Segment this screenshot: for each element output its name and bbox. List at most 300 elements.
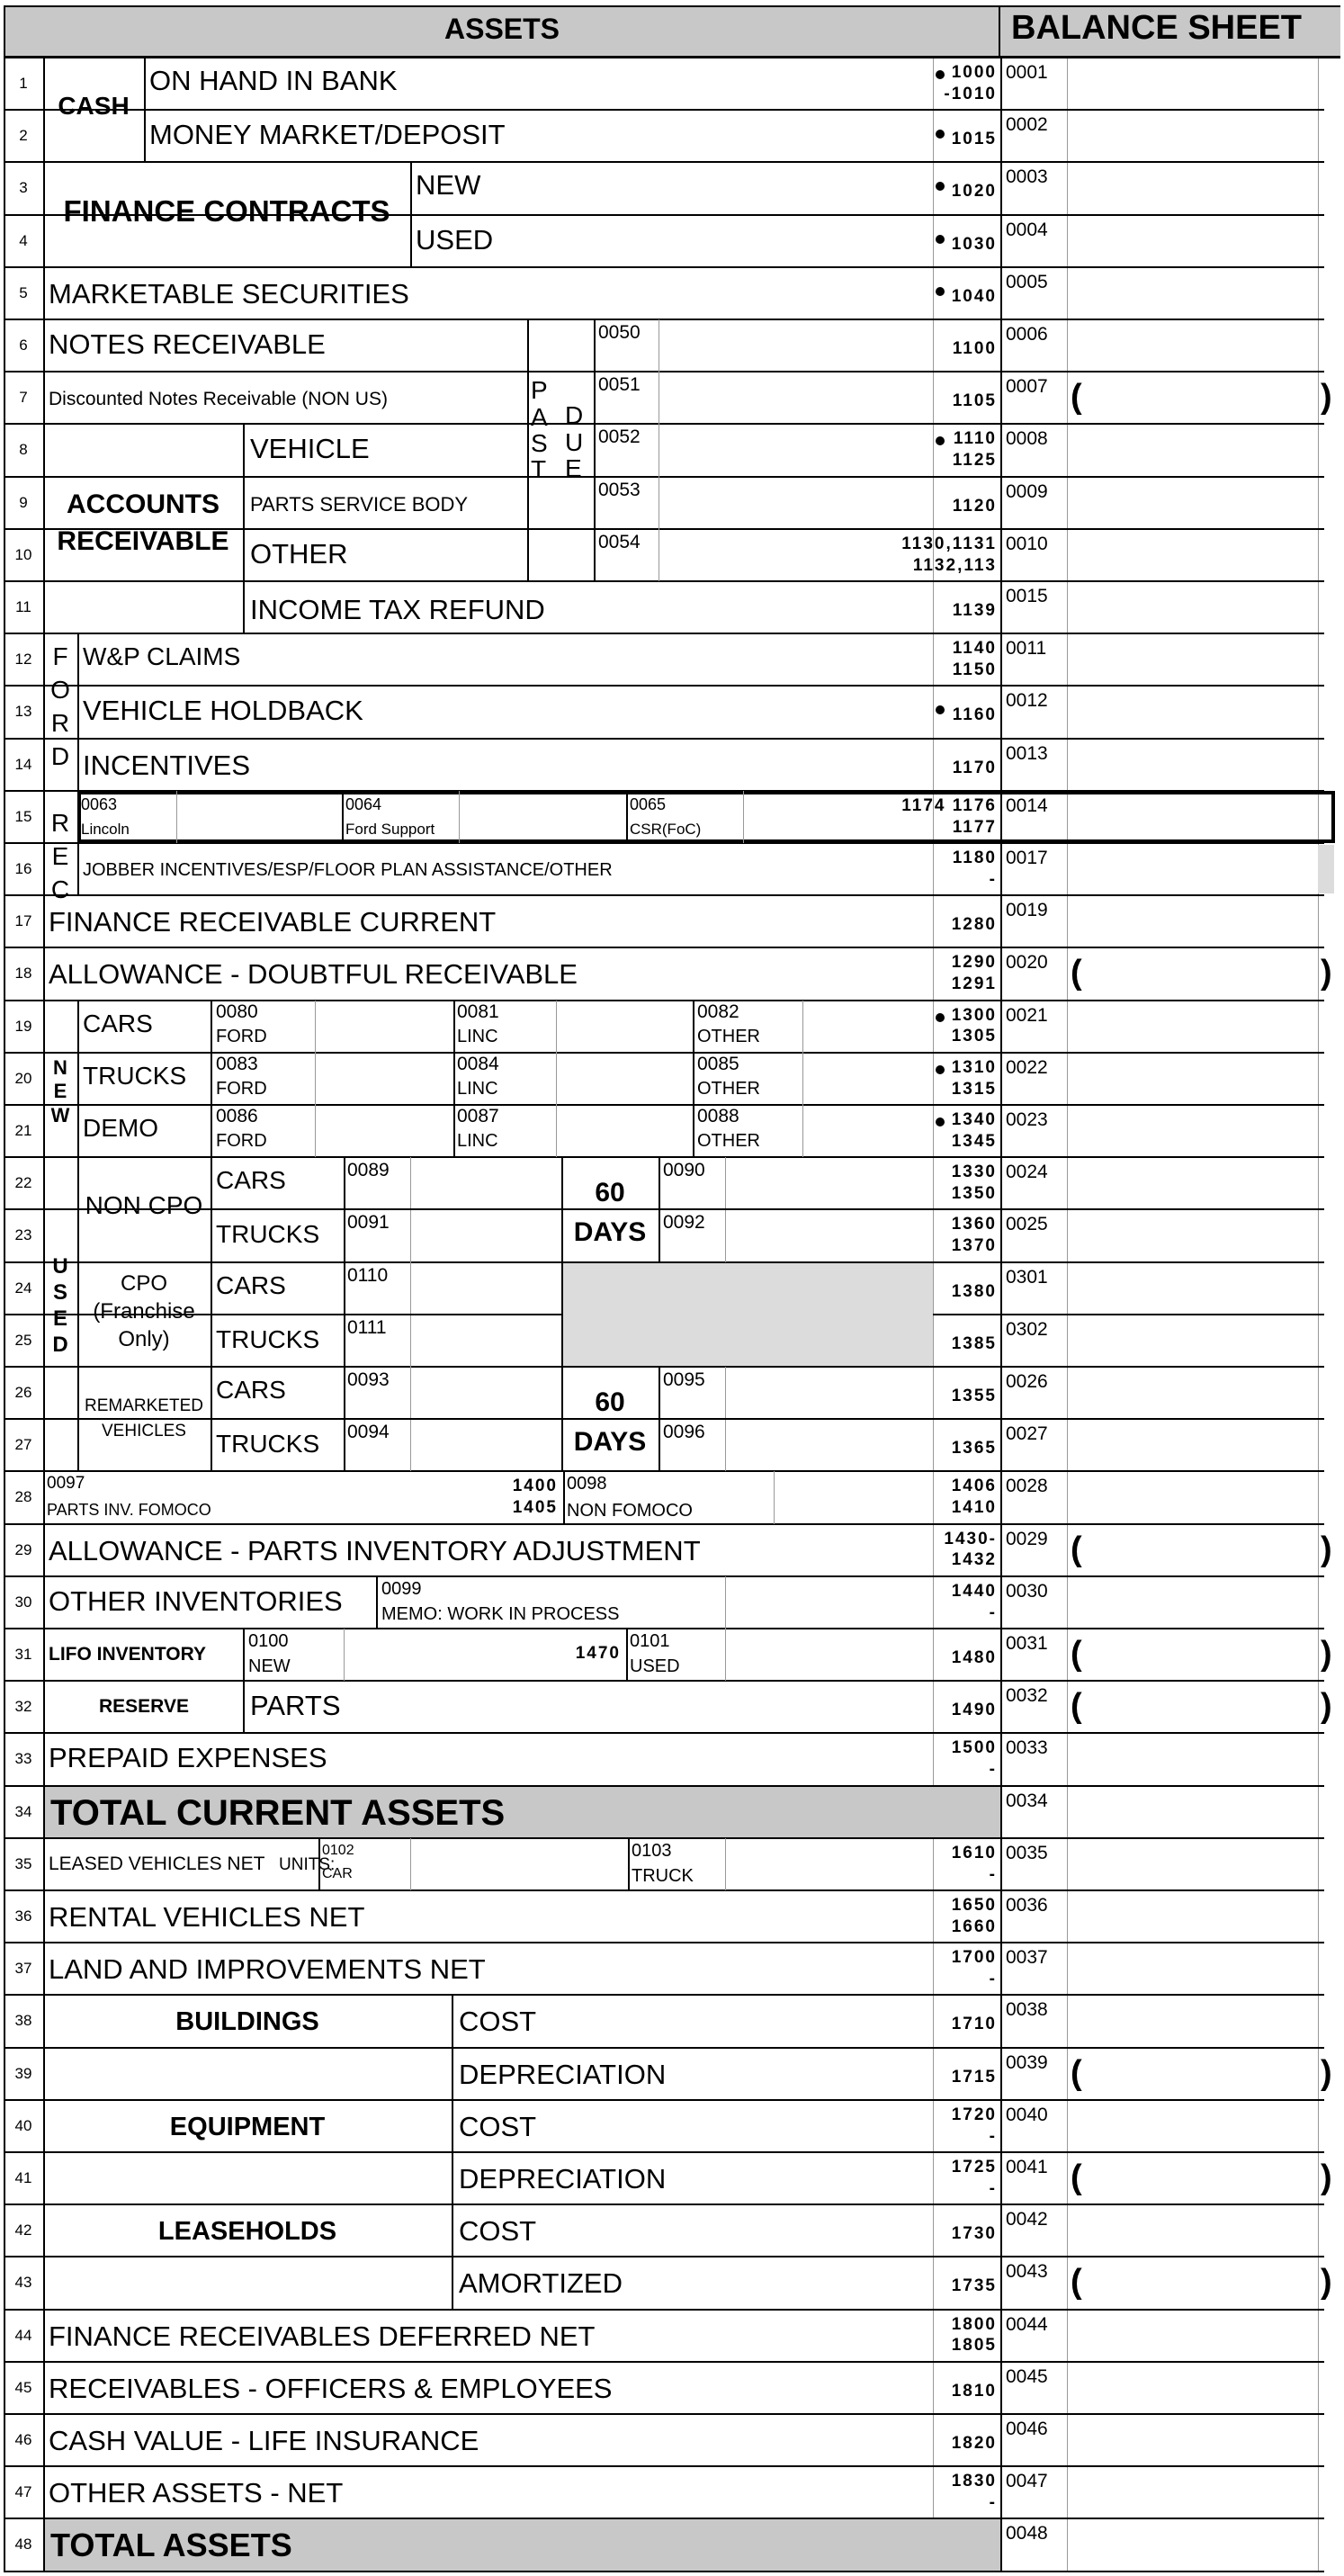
open-paren: (: [1071, 2159, 1082, 2196]
amount-field[interactable]: [1069, 1264, 1316, 1313]
demo-label: DEMO: [83, 1114, 158, 1142]
lifo-inventory-label: LIFO INVENTORY: [49, 1644, 207, 1665]
vehicle-label: VEHICLE: [250, 433, 370, 465]
row-number: 13: [14, 703, 32, 721]
due-label: D U E: [565, 401, 584, 482]
amount-field[interactable]: [1069, 1840, 1316, 1889]
grid-line: [211, 1418, 561, 1420]
line-number: 0034: [1006, 1790, 1048, 1811]
row-number: 36: [14, 1907, 32, 1925]
row-number: 18: [14, 965, 32, 983]
close-paren: ): [1321, 2263, 1332, 2302]
grid-line: [410, 162, 412, 266]
vehicle-holdback-label: VEHICLE HOLDBACK: [83, 695, 363, 727]
sixty-days-label: 60 DAYS: [573, 1178, 647, 1247]
amount-field[interactable]: [1069, 1211, 1316, 1260]
line-number: 0004: [1006, 219, 1048, 240]
row-number: 46: [14, 2431, 32, 2448]
amount-field[interactable]: [1069, 635, 1316, 684]
depreciation-label: DEPRECIATION: [459, 2163, 667, 2195]
line-number: 0048: [1006, 2523, 1048, 2545]
amount-field[interactable]: [1069, 2416, 1316, 2464]
amount-field[interactable]: [1069, 2364, 1316, 2412]
bullet-icon: [936, 235, 945, 244]
linc-label: LINC: [457, 1131, 498, 1151]
bullet-icon: [936, 70, 945, 79]
grid-line: [211, 1208, 561, 1210]
amount-field[interactable]: [1069, 1630, 1316, 1679]
grid-line: [4, 947, 1324, 948]
amount-field[interactable]: [1069, 1369, 1316, 1417]
amount-field[interactable]: [1069, 1526, 1316, 1575]
lifo-used-label: USED: [630, 1656, 680, 1676]
amount-field[interactable]: [1069, 949, 1316, 998]
used-60-code: 0096: [663, 1422, 705, 1443]
account-code: 1700 -: [951, 1948, 997, 1988]
grid-line: [4, 476, 1324, 478]
account-code: 1365: [951, 1439, 997, 1459]
line-number: 0010: [1006, 533, 1048, 554]
code-0102: 0102: [322, 1842, 354, 1858]
cash-label: CASH: [58, 92, 130, 120]
grid-line: [4, 1994, 1324, 1996]
amount-field[interactable]: [1069, 2520, 1316, 2569]
grid-line: [1000, 57, 1340, 58]
line-number: 0025: [1006, 1214, 1048, 1235]
rental-vehicles-label: RENTAL VEHICLES NET: [49, 1901, 365, 1933]
cars-label: CARS: [83, 1009, 153, 1037]
line-number: 0021: [1006, 1004, 1048, 1026]
used-code: 0094: [347, 1422, 390, 1443]
amount-field[interactable]: [1069, 2050, 1316, 2098]
new-ford-code: 0086: [216, 1106, 258, 1126]
new-other-code: 0085: [697, 1053, 739, 1074]
row-number: 25: [14, 1331, 32, 1349]
line-number: 0045: [1006, 2365, 1048, 2387]
trucks-label: TRUCKS: [216, 1430, 320, 1459]
account-code: 1406 1410: [951, 1476, 997, 1518]
line-number: 0002: [1006, 114, 1048, 136]
grid-line: [4, 2465, 1324, 2467]
buildings-label: BUILDINGS: [175, 2007, 319, 2037]
amount-field[interactable]: [1069, 1002, 1316, 1051]
line-number: 0033: [1006, 1737, 1048, 1759]
account-code: 1830 -: [951, 2472, 997, 2512]
open-paren: (: [1071, 378, 1082, 417]
row-number: 41: [14, 2169, 32, 2186]
row-number: 3: [19, 179, 28, 197]
open-paren: (: [1071, 2263, 1082, 2302]
account-code: 1610 -: [951, 1843, 997, 1884]
account-code: 1140 1150: [952, 639, 997, 679]
marketable-securities-label: MARKETABLE SECURITIES: [49, 277, 409, 310]
grid-line: [4, 1366, 1324, 1368]
used-code: 0111: [347, 1316, 387, 1338]
used-code: 0089: [347, 1160, 390, 1181]
account-code: 1500 -: [951, 1738, 997, 1780]
account-code: 1000 -1010: [944, 63, 997, 103]
code-0097: 0097: [47, 1474, 85, 1494]
account-code: 1040: [951, 286, 997, 306]
total-assets-label: TOTAL ASSETS: [50, 2527, 292, 2564]
grid-line: [4, 738, 1324, 740]
used-60-code: 0095: [663, 1369, 705, 1390]
account-code: 1100: [952, 339, 997, 358]
account-code: 1030: [951, 234, 997, 254]
line-number: 0009: [1006, 480, 1048, 502]
other-code-label: OTHER: [697, 1078, 760, 1099]
account-code: 1020: [951, 182, 997, 202]
account-code: 1710: [951, 2015, 997, 2034]
amount-field[interactable]: [1069, 1788, 1316, 1836]
open-paren: (: [1071, 1687, 1082, 1726]
amount-field[interactable]: [1069, 2206, 1316, 2255]
discounted-notes-label: Discounted Notes Receivable (NON US): [49, 389, 388, 410]
line-number: 0043: [1006, 2261, 1048, 2283]
row-number: 37: [14, 1960, 32, 1978]
code-0100: 0100: [248, 1631, 289, 1651]
line-number: 0031: [1006, 1633, 1048, 1654]
account-code: 1105: [952, 391, 997, 411]
amount-field[interactable]: [1069, 740, 1316, 789]
row-number: 34: [14, 1802, 32, 1820]
new-label: NEW: [416, 169, 481, 202]
account-code: 1800 1805: [951, 2314, 997, 2356]
grid-line: [563, 1471, 565, 1523]
account-code: 1725 -: [951, 2158, 997, 2198]
equipment-label: EQUIPMENT: [169, 2112, 326, 2141]
used-60-code: 0092: [663, 1212, 705, 1234]
grid-line: [4, 1156, 1324, 1158]
new-other-code: 0088: [697, 1106, 739, 1126]
code-0103: 0103: [632, 1840, 672, 1861]
grid-line: [556, 1001, 557, 1158]
parts-service-label: PARTS SERVICE BODY: [250, 492, 469, 516]
depreciation-label: DEPRECIATION: [459, 2058, 667, 2090]
row-number: 4: [19, 231, 28, 249]
amount-field[interactable]: [1069, 321, 1316, 370]
parts-inv-code: 1400 1405: [512, 1476, 558, 1518]
amount-field[interactable]: [1069, 2154, 1316, 2203]
new-ford-code: 0083: [216, 1053, 258, 1074]
cars-label: CARS: [216, 1376, 286, 1404]
line-number: 0003: [1006, 166, 1048, 188]
row-number: 2: [19, 127, 28, 145]
amount-field[interactable]: [1069, 2468, 1316, 2517]
grid-line: [743, 791, 744, 843]
code-0064: 0064: [345, 794, 382, 813]
cost-label: COST: [459, 2006, 537, 2038]
amount-field[interactable]: [1069, 1683, 1316, 1731]
grid-line: [453, 1001, 455, 1158]
open-paren: (: [1071, 2053, 1082, 2092]
row-number: 47: [14, 2483, 32, 2501]
receivables-officers-label: RECEIVABLES - OFFICERS & EMPLOYEES: [49, 2372, 613, 2404]
cost-label: COST: [459, 2110, 537, 2142]
grid-line: [4, 1942, 1324, 1943]
amount-field[interactable]: [1069, 269, 1316, 318]
amount-field[interactable]: [1069, 1578, 1316, 1627]
grid-line: [4, 633, 1324, 634]
grid-line: [4, 1523, 1324, 1525]
line-number: 0005: [1006, 271, 1048, 292]
amount-field[interactable]: [1069, 2102, 1316, 2150]
past-label: P A S T: [531, 376, 548, 484]
grid-line: [4, 2571, 1324, 2572]
cash-value-label: CASH VALUE - LIFE INSURANCE: [49, 2425, 479, 2456]
leaseholds-label: LEASEHOLDS: [157, 2217, 337, 2247]
line-number: 0040: [1006, 2104, 1048, 2125]
amount-field[interactable]: [1069, 426, 1316, 474]
line-number: 0012: [1006, 690, 1048, 712]
account-code: 1170: [952, 758, 997, 777]
grid-line: [4, 1052, 1324, 1054]
amount-field[interactable]: [1069, 1055, 1316, 1103]
past-due-code: 0050: [598, 322, 641, 343]
grid-line: [4, 1732, 1324, 1734]
line-number: 0302: [1006, 1318, 1048, 1340]
open-paren: (: [1071, 954, 1082, 992]
grid-line: [4, 319, 1324, 320]
close-paren: ): [1321, 1635, 1332, 1673]
amount-field[interactable]: [1069, 1421, 1316, 1469]
row-number: 30: [14, 1593, 32, 1611]
amortized-label: AMORTIZED: [459, 2267, 623, 2300]
account-code: 1360 1370: [951, 1215, 997, 1256]
row-number: 45: [14, 2378, 32, 2396]
row-number: 42: [14, 2221, 32, 2239]
grid-line: [211, 1001, 212, 1158]
row-number: 24: [14, 1279, 32, 1297]
account-code: 1340 1345: [951, 1110, 997, 1151]
grid-line: [144, 109, 1324, 111]
line-number: 0047: [1006, 2471, 1048, 2492]
used-code: 0110: [347, 1264, 389, 1286]
line-number: 0014: [1006, 794, 1048, 816]
grid-line: [4, 2361, 1324, 2363]
amount-field[interactable]: [1069, 1473, 1316, 1521]
memo-wip-label: MEMO: WORK IN PROCESS: [381, 1603, 620, 1624]
account-code: 1120: [952, 496, 997, 516]
line-number: 0001: [1006, 62, 1048, 83]
row-number: 10: [14, 545, 32, 563]
line-number: 0027: [1006, 1423, 1048, 1445]
amount-field[interactable]: [1069, 112, 1316, 160]
bullet-icon: [936, 1013, 945, 1022]
reserve-label: RESERVE: [99, 1696, 189, 1718]
grid-line: [659, 1208, 1000, 1210]
cars-label: CARS: [216, 1270, 286, 1299]
money-market-label: MONEY MARKET/DEPOSIT: [149, 119, 506, 151]
land-improvements-label: LAND AND IMPROVEMENTS NET: [49, 1953, 486, 1986]
row-number: 21: [14, 1122, 32, 1139]
used-label: USED: [416, 223, 494, 256]
amount-field[interactable]: [1069, 1316, 1316, 1365]
line-number: 0022: [1006, 1056, 1048, 1078]
ford-label: FORD: [216, 1131, 267, 1151]
amount-field[interactable]: [1069, 1107, 1316, 1155]
line-number: 0023: [1006, 1109, 1048, 1130]
amount-field[interactable]: [1069, 845, 1316, 893]
account-code: 1310 1315: [951, 1057, 997, 1099]
row-number: 9: [19, 493, 28, 511]
amount-field[interactable]: [1069, 531, 1316, 579]
grid-line: [4, 266, 1324, 268]
amount-field[interactable]: [1069, 687, 1316, 736]
amount-field[interactable]: [1069, 793, 1316, 841]
non-cpo-label: NON CPO: [85, 1191, 203, 1220]
code-0065: 0065: [630, 794, 667, 813]
grid-line: [4, 1575, 1324, 1577]
grid-line: [802, 1001, 803, 1158]
grid-line: [342, 791, 344, 843]
row-number: 12: [14, 651, 32, 669]
grid-line: [176, 791, 177, 843]
grid-line: [4, 423, 1324, 425]
code-0099: 0099: [381, 1578, 422, 1599]
amount-field[interactable]: [1069, 2258, 1316, 2307]
grid-line: [376, 1576, 378, 1629]
account-code: 1015: [951, 130, 997, 149]
code-0098: 0098: [567, 1474, 607, 1494]
row-number: 26: [14, 1384, 32, 1401]
amount-field[interactable]: [1069, 897, 1316, 946]
allowance-parts-label: ALLOWANCE - PARTS INVENTORY ADJUSTMENT: [49, 1534, 701, 1566]
remarketed-vehicles-label: REMARKETED VEHICLES: [85, 1396, 203, 1441]
used-vertical-label: U S E D: [52, 1254, 68, 1357]
grid-line: [4, 894, 1324, 896]
finance-contracts-label: FINANCE CONTRACTS: [63, 194, 390, 229]
row-number: 23: [14, 1226, 32, 1244]
used-60-code: 0090: [663, 1160, 705, 1181]
accounts-receivable-label: ACCOUNTS RECEIVABLE: [57, 489, 229, 556]
amount-field[interactable]: [1069, 1159, 1316, 1207]
other-code-label: OTHER: [697, 1026, 760, 1046]
line-number: 0041: [1006, 2157, 1048, 2177]
code-0063: 0063: [81, 794, 118, 813]
account-code: 1110 1125: [952, 429, 997, 471]
ford-label: FORD: [216, 1078, 267, 1099]
account-code: 1490: [951, 1701, 997, 1720]
row-number: 8: [19, 441, 28, 459]
jobber-incentives-label: JOBBER INCENTIVES/ESP/FLOOR PLAN ASSISTANCE/OTHER: [83, 860, 613, 880]
finance-deferred-label: FINANCE RECEIVABLES DEFERRED NET: [49, 2320, 596, 2352]
code-0101: 0101: [630, 1631, 670, 1651]
grid-line: [4, 1470, 1324, 1472]
grid-line: [77, 633, 79, 895]
close-paren: ): [1321, 1687, 1332, 1726]
amount-field[interactable]: [1069, 164, 1316, 212]
row-number: 6: [19, 337, 28, 354]
grid-line: [77, 1001, 79, 1158]
amount-field[interactable]: [1069, 1892, 1316, 1941]
grid-line: [4, 2151, 1324, 2153]
assets-title: ASSETS: [444, 13, 560, 45]
account-code: 1385: [951, 1333, 997, 1353]
row-number: 44: [14, 2326, 32, 2344]
amount-field[interactable]: [1069, 59, 1316, 108]
line-number: 0011: [1006, 638, 1047, 660]
row-number: 20: [14, 1069, 32, 1087]
amount-field[interactable]: [1069, 217, 1316, 265]
row-number: 39: [14, 2064, 32, 2082]
grid-line: [774, 1471, 775, 1523]
row-number: 17: [14, 912, 32, 930]
row-number: 29: [14, 1540, 32, 1558]
grid-line: [626, 1629, 628, 1681]
line-number: 0029: [1006, 1528, 1048, 1549]
line-number: 0035: [1006, 1842, 1048, 1863]
lifo-code: 1470: [575, 1644, 621, 1663]
amount-field[interactable]: [1069, 1944, 1316, 1993]
account-code: 1280: [951, 915, 997, 935]
amount-field[interactable]: [1069, 583, 1316, 632]
other-label: OTHER: [250, 537, 348, 570]
grid-line: [725, 1838, 726, 1890]
grid-line: [4, 2309, 1324, 2311]
grid-line: [725, 1629, 726, 1681]
line-number: 0026: [1006, 1371, 1048, 1392]
amount-field[interactable]: [1069, 2311, 1316, 2360]
close-paren: ): [1321, 378, 1332, 417]
grid-line: [452, 1995, 453, 2309]
linc-label: LINC: [457, 1026, 498, 1046]
line-number: 0006: [1006, 324, 1048, 345]
row-number: 27: [14, 1436, 32, 1454]
grid-line: [527, 319, 529, 581]
amount-field[interactable]: [1069, 1735, 1316, 1783]
new-linc-code: 0084: [457, 1053, 499, 1074]
new-other-code: 0082: [697, 1001, 739, 1022]
amount-field[interactable]: [1069, 1997, 1316, 2045]
row-number: 33: [14, 1750, 32, 1768]
amount-field[interactable]: [1069, 373, 1316, 422]
account-code: 1430- 1432: [944, 1529, 997, 1570]
bullet-icon: [936, 1065, 945, 1074]
account-code: 1820: [951, 2434, 997, 2453]
grid-line: [459, 791, 460, 843]
line-number: 0044: [1006, 2313, 1048, 2335]
grid-line: [626, 791, 628, 843]
account-code: 1715: [951, 2067, 997, 2087]
grid-line: [4, 580, 1324, 582]
line-number: 0042: [1006, 2209, 1048, 2230]
balance-sheet-title: BALANCE SHEET: [1011, 9, 1303, 47]
close-paren: ): [1321, 1530, 1332, 1568]
line-number: 0024: [1006, 1162, 1048, 1183]
close-paren: ): [1321, 2053, 1332, 2092]
lifo-new-label: NEW: [248, 1656, 291, 1676]
grid-line: [659, 1418, 1000, 1420]
income-tax-refund-label: INCOME TAX REFUND: [250, 594, 545, 625]
grid-line: [4, 161, 1324, 163]
line-number: 0007: [1006, 376, 1048, 398]
row-number: 11: [15, 598, 31, 615]
wp-claims-label: W&P CLAIMS: [83, 642, 241, 671]
grid-line: [4, 1628, 1324, 1629]
line-number: 0008: [1006, 428, 1048, 450]
grid-line: [725, 1576, 726, 1629]
new-ford-code: 0080: [216, 1001, 258, 1022]
grid-line: [4, 2413, 1324, 2415]
line-number: 0037: [1006, 1947, 1048, 1969]
open-paren: (: [1071, 1530, 1082, 1568]
line-number: 0017: [1006, 848, 1048, 868]
grid-line: [344, 1629, 345, 1681]
amount-field[interactable]: [1069, 479, 1316, 527]
row-number: 32: [14, 1698, 32, 1716]
grid-line: [4, 1889, 1324, 1891]
